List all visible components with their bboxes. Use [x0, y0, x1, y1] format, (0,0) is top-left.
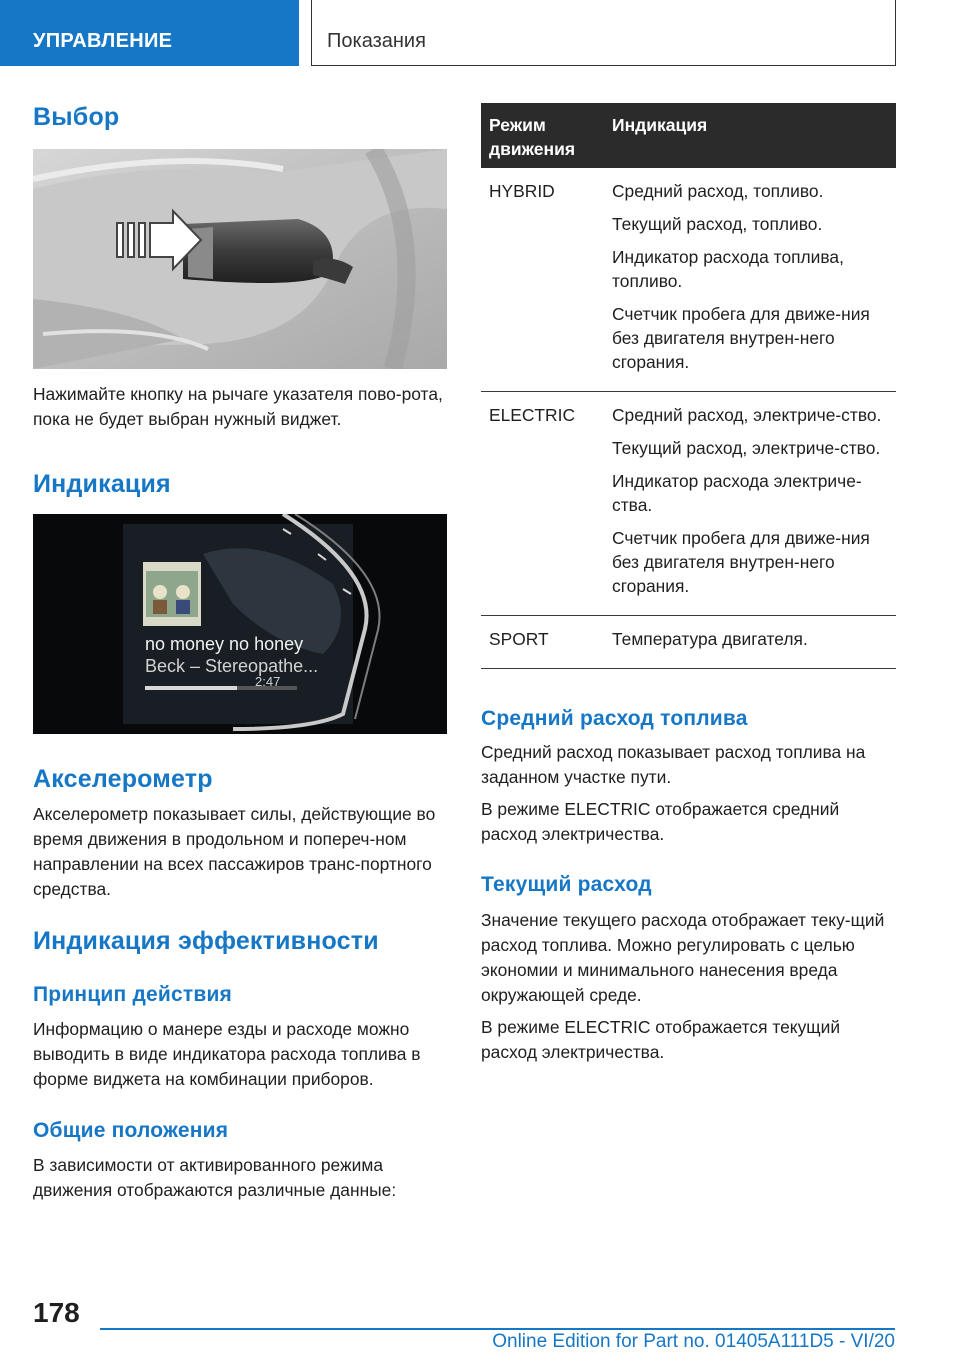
general-text: В зависимости от активированного режима движения отображаются различные данные: — [33, 1155, 397, 1200]
chapter-title: Показания — [327, 30, 426, 52]
section-title: УПРАВЛЕНИЕ — [33, 30, 173, 52]
display-time: 2:47 — [255, 674, 281, 689]
selection-text: Нажимайте кнопку на рычаге указателя пово-рота, пока не будет выбран нужный виджет. — [33, 384, 443, 429]
row-item: Счетчик пробега для движе-ния без двигателя внутрен-него сгорания. — [612, 304, 870, 372]
current-consumption-text: Значение текущего расхода отображает теку-щий расход топлива. Можно регулировать с целью экономии и минимального нанесения вреда окружающей среде. — [481, 910, 885, 1005]
row-item: Счетчик пробега для движе-ния без двигателя внутрен-него сгорания. — [612, 528, 870, 596]
header-indication: Индикация — [612, 115, 708, 135]
row-item: Средний расход, электриче-ство. — [612, 405, 882, 425]
stalk-button-illustration — [33, 149, 447, 369]
edition-info: Online Edition for Part no. 01405A111D5 - VI/20 — [492, 1331, 895, 1352]
row-item: Индикатор расхода электриче-ства. — [612, 471, 862, 515]
current-consumption-electric-text: В режиме ELECTRIC отображается текущий расход электричества. — [481, 1017, 841, 1062]
general-heading: Общие положения — [33, 1119, 229, 1142]
current-consumption-heading: Текущий расход — [481, 873, 652, 896]
row-item: Текущий расход, топливо. — [612, 214, 823, 234]
row-item: Средний расход, топливо. — [612, 181, 824, 201]
row-mode: SPORT — [489, 629, 549, 649]
mode-table — [481, 103, 896, 669]
table-row — [481, 616, 896, 669]
indication-heading: Индикация — [33, 470, 171, 498]
page-number: 178 — [33, 1297, 80, 1328]
average-consumption-electric-text: В режиме ELECTRIC отображается средний расход электричества. — [481, 799, 840, 844]
row-mode: HYBRID — [489, 181, 555, 201]
average-consumption-heading: Средний расход топлива — [481, 707, 748, 730]
accelerometer-text: Акселерометр показывает силы, действующие во время движения в продольном и попереч-ном направлении на всех пассажиров транс-портного средства. — [33, 804, 436, 899]
header-mode: Режим движения — [489, 115, 576, 159]
chapter-header — [311, 0, 896, 66]
average-consumption-text: Средний расход показывает расход топлива на заданном участке пути. — [481, 742, 866, 787]
principle-text: Информацию о манере езды и расходе можно выводить в виде индикатора расхода топлива в форме виджета на комбинации приборов. — [33, 1019, 421, 1089]
display-song-title: no money no honey — [145, 634, 304, 654]
row-mode: ELECTRIC — [489, 405, 576, 425]
accelerometer-heading: Акселерометр — [33, 765, 213, 793]
table-row — [481, 392, 896, 616]
row-item: Температура двигателя. — [612, 629, 808, 649]
row-item: Индикатор расхода топлива, топливо. — [612, 247, 844, 291]
row-item: Текущий расход, электриче-ство. — [612, 438, 881, 458]
table-header — [481, 103, 896, 168]
table-row — [481, 168, 896, 392]
efficiency-heading: Индикация эффективности — [33, 927, 379, 955]
principle-heading: Принцип действия — [33, 983, 233, 1006]
section-tab — [0, 0, 299, 66]
selection-heading: Выбор — [33, 103, 120, 131]
footer-divider — [100, 1328, 895, 1330]
display-artist: Beck – Stereopathe... — [145, 656, 319, 676]
instrument-cluster-display — [33, 514, 447, 734]
